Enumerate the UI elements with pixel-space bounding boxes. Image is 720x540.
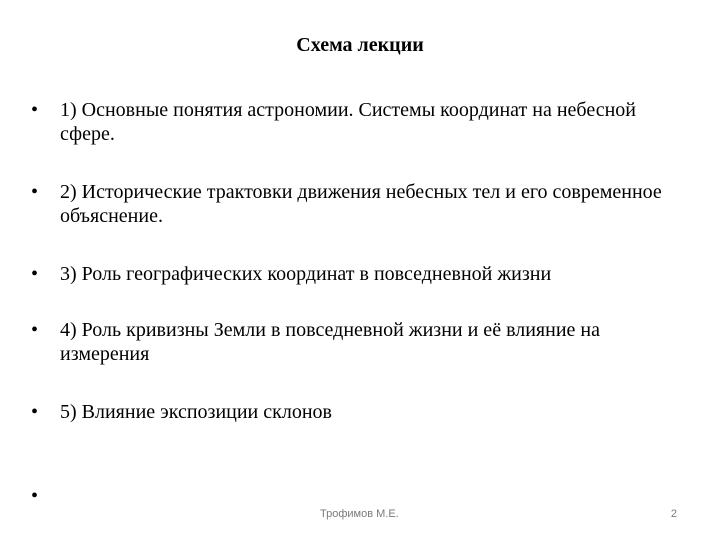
bullet-text: 1) Основные понятия астрономии. Системы координат на небесной сфере. xyxy=(60,99,636,145)
bullet-text: 4) Роль кривизны Земли в повседневной жизни и её влияние на измерения xyxy=(60,319,600,365)
bullet-item-1 xyxy=(31,98,671,146)
page-number: 2 xyxy=(670,508,677,520)
bullet-dot-icon: • xyxy=(31,319,39,341)
bullet-text: 5) Влияние экспозиции склонов xyxy=(60,401,332,423)
bullet-item-3 xyxy=(31,262,671,286)
bullet-item-4 xyxy=(31,318,671,366)
slide-title: Схема лекции xyxy=(296,34,424,56)
bullet-dot-icon: • xyxy=(31,485,39,507)
bullet-dot-icon: • xyxy=(31,181,39,203)
bullet-dot-icon: • xyxy=(31,401,39,423)
footer-author: Трофимов М.Е. xyxy=(320,508,399,520)
bullet-dot-icon: • xyxy=(31,99,39,121)
bullet-dot-icon: • xyxy=(31,263,39,285)
bullet-item-5 xyxy=(31,400,671,424)
bullet-text: 2) Исторические трактовки движения небесных тел и его современное объяснение. xyxy=(60,181,662,227)
bullet-item-2 xyxy=(31,180,671,228)
bullet-text: 3) Роль географических координат в повседневной жизни xyxy=(60,263,552,285)
